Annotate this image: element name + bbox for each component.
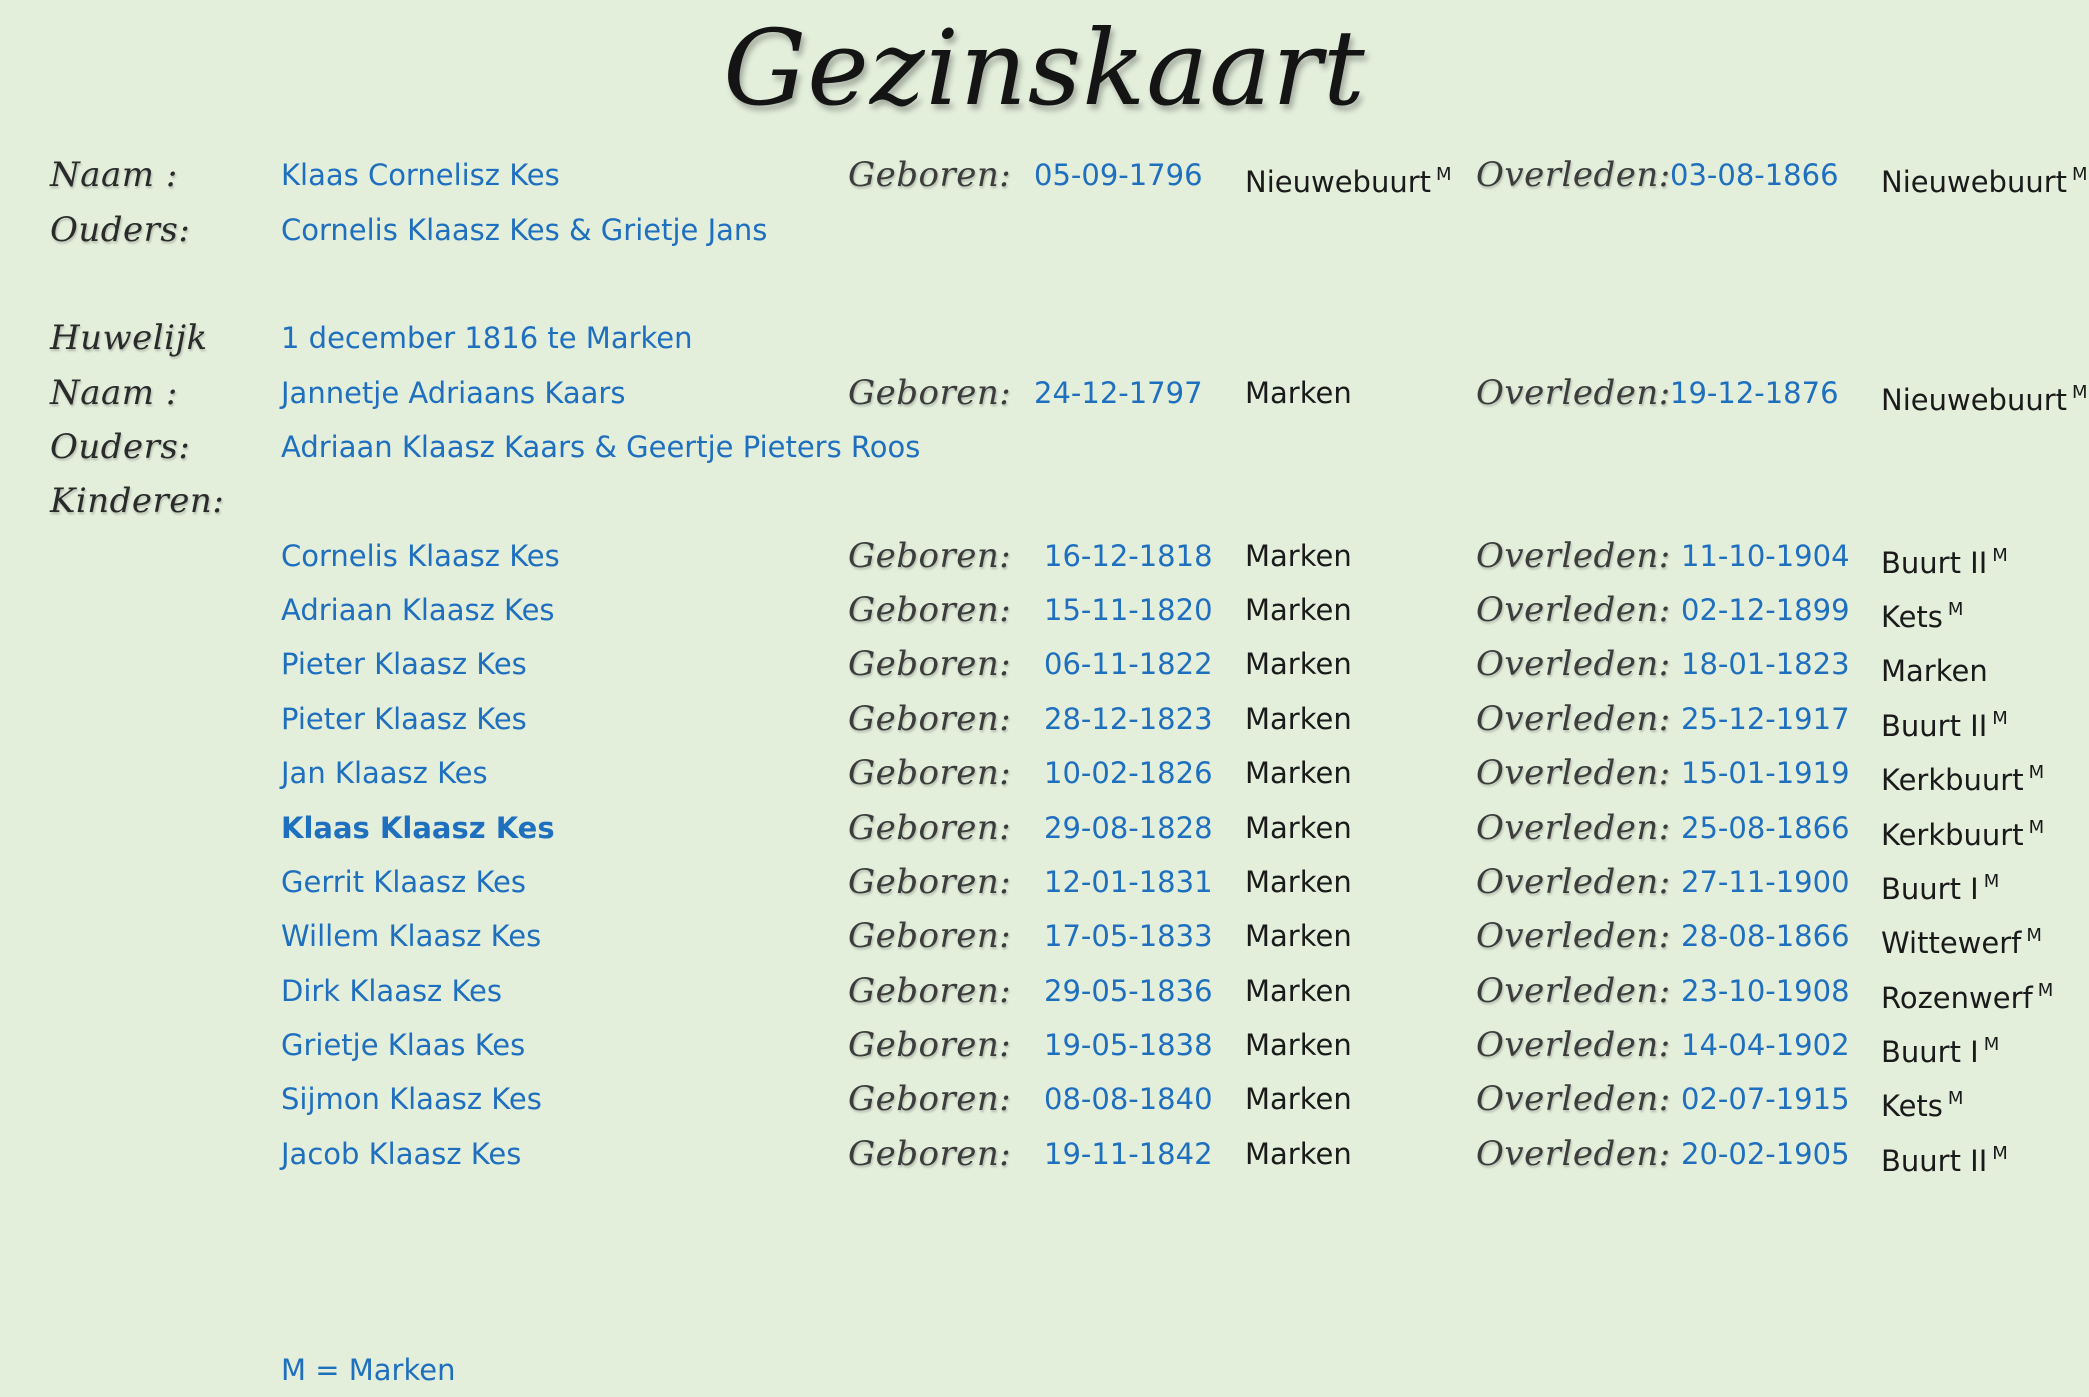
child-birth-place: Marken: [1245, 702, 1352, 736]
huwelijk-label: Huwelijk: [50, 318, 208, 358]
child-death-date: 14-04-1902: [1681, 1028, 1850, 1062]
child-birth-date: 12-01-1831: [1044, 865, 1213, 899]
overleden-label: Overleden:: [1476, 971, 1671, 1011]
legend-note: M = Marken: [281, 1353, 456, 1387]
child-death-place: Buurt I $^M$: [1881, 871, 2000, 906]
child-birth-place: Marken: [1245, 865, 1352, 899]
child-birth-place: Marken: [1245, 919, 1352, 953]
overleden-label: Overleden:: [1476, 1025, 1671, 1065]
child-name: Klaas Klaasz Kes: [281, 811, 555, 845]
geboren-label: Geboren:: [848, 1134, 1012, 1174]
child-death-date: 27-11-1900: [1681, 865, 1850, 899]
child-death-place: Kerkbuurt $^M$: [1881, 817, 2045, 852]
marken-mark: M: [2072, 382, 2088, 403]
overleden-label: Overleden:: [1476, 862, 1671, 902]
geboren-label: Geboren:: [848, 536, 1012, 576]
geboren-label: Geboren:: [848, 155, 1012, 195]
marken-mark: M: [1983, 871, 2000, 892]
child-row: [0, 909, 2089, 963]
child-row: [0, 1127, 2089, 1181]
husband-parents-row: [0, 203, 2089, 257]
child-birth-place: Marken: [1245, 1082, 1352, 1116]
child-name: Pieter Klaasz Kes: [281, 702, 527, 736]
marriage-text: 1 december 1816 te Marken: [281, 321, 693, 355]
child-row: [0, 964, 2089, 1018]
naam-label: Naam :: [50, 373, 178, 413]
child-death-place: Buurt I $^M$: [1881, 1034, 2000, 1069]
wife-name: Jannetje Adriaans Kaars: [281, 376, 626, 410]
marken-mark: M: [1947, 1088, 1964, 1109]
husband-parents: Cornelis Klaasz Kes & Grietje Jans: [281, 213, 768, 247]
marken-mark: M: [1992, 708, 2008, 729]
child-death-place: Marken: [1881, 654, 1988, 688]
husband-birth-place: Nieuwebuurt $^M$: [1245, 164, 1452, 199]
geboren-label: Geboren:: [848, 971, 1012, 1011]
child-death-date: 18-01-1823: [1681, 647, 1850, 681]
marken-mark: M: [2028, 762, 2045, 783]
wife-row: [0, 366, 2089, 420]
husband-row: [0, 148, 2089, 202]
child-birth-date: 29-05-1836: [1044, 974, 1213, 1008]
child-birth-place: Marken: [1245, 1137, 1352, 1171]
child-name: Dirk Klaasz Kes: [281, 974, 503, 1008]
geboren-label: Geboren:: [848, 644, 1012, 684]
page-title: Gezinskaart: [723, 7, 1366, 129]
child-birth-place: Marken: [1245, 647, 1352, 681]
husband-death-place: Nieuwebuurt $^M$: [1881, 164, 2088, 199]
child-death-place: Rozenwerf $^M$: [1881, 980, 2054, 1015]
child-row: [0, 801, 2089, 855]
kinderen-row: [0, 474, 2089, 528]
wife-parents: Adriaan Klaasz Kaars & Geertje Pieters Roos: [281, 430, 921, 464]
child-name: Jacob Klaasz Kes: [281, 1137, 522, 1171]
husband-death-date: 03-08-1866: [1670, 158, 1839, 192]
wife-birth-date: 24-12-1797: [1034, 376, 1203, 410]
child-name: Gerrit Klaasz Kes: [281, 865, 526, 899]
wife-death-place: Nieuwebuurt $^M$: [1881, 382, 2088, 417]
overleden-label: Overleden:: [1476, 536, 1671, 576]
wife-parents-row: [0, 420, 2089, 474]
overleden-label: Overleden:: [1476, 916, 1671, 956]
child-death-place: Buurt II $^M$: [1881, 1143, 2008, 1178]
child-row: [0, 583, 2089, 637]
child-birth-date: 16-12-1818: [1044, 539, 1213, 573]
geboren-label: Geboren:: [848, 916, 1012, 956]
child-birth-place: Marken: [1245, 539, 1352, 573]
overleden-label: Overleden:: [1476, 699, 1671, 739]
child-birth-date: 15-11-1820: [1044, 593, 1213, 627]
geboren-label: Geboren:: [848, 699, 1012, 739]
child-death-date: 15-01-1919: [1681, 756, 1850, 790]
child-death-date: 25-08-1866: [1681, 811, 1850, 845]
marken-mark: M: [1992, 545, 2008, 566]
child-birth-date: 29-08-1828: [1044, 811, 1213, 845]
wife-death-date: 19-12-1876: [1670, 376, 1839, 410]
child-name: Grietje Klaas Kes: [281, 1028, 526, 1062]
child-row: [0, 1018, 2089, 1072]
child-death-date: 11-10-1904: [1681, 539, 1850, 573]
ouders-label: Ouders:: [50, 427, 191, 467]
child-name: Adriaan Klaasz Kes: [281, 593, 555, 627]
child-death-date: 20-02-1905: [1681, 1137, 1850, 1171]
kinderen-label: Kinderen:: [50, 481, 225, 521]
marken-mark: M: [1983, 1034, 2000, 1055]
overleden-label: Overleden:: [1476, 644, 1671, 684]
overleden-label: Overleden:: [1476, 1079, 1671, 1119]
marriage-row: [0, 311, 2089, 365]
geboren-label: Geboren:: [848, 1079, 1012, 1119]
child-birth-date: 28-12-1823: [1044, 702, 1213, 736]
child-row: [0, 637, 2089, 691]
child-birth-date: 10-02-1826: [1044, 756, 1213, 790]
marken-mark: M: [2026, 925, 2042, 946]
child-birth-place: Marken: [1245, 974, 1352, 1008]
child-birth-place: Marken: [1245, 1028, 1352, 1062]
child-death-date: 02-07-1915: [1681, 1082, 1850, 1116]
marken-mark: M: [1992, 1143, 2008, 1164]
child-name: Jan Klaasz Kes: [281, 756, 488, 790]
child-name: Sijmon Klaasz Kes: [281, 1082, 542, 1116]
child-death-date: 02-12-1899: [1681, 593, 1850, 627]
overleden-label: Overleden:: [1476, 753, 1671, 793]
child-birth-date: 06-11-1822: [1044, 647, 1213, 681]
child-row: [0, 746, 2089, 800]
child-death-place: Kerkbuurt $^M$: [1881, 762, 2045, 797]
overleden-label: Overleden:: [1476, 1134, 1671, 1174]
geboren-label: Geboren:: [848, 1025, 1012, 1065]
child-row: [0, 692, 2089, 746]
naam-label: Naam :: [50, 155, 178, 195]
child-row: [0, 1072, 2089, 1126]
child-death-place: Kets $^M$: [1881, 599, 1964, 634]
marken-mark: M: [1947, 599, 1964, 620]
ouders-label: Ouders:: [50, 210, 191, 250]
child-death-place: Buurt II $^M$: [1881, 708, 2008, 743]
child-birth-date: 19-11-1842: [1044, 1137, 1213, 1171]
child-birth-date: 19-05-1838: [1044, 1028, 1213, 1062]
child-death-place: Kets $^M$: [1881, 1088, 1964, 1123]
child-birth-place: Marken: [1245, 811, 1352, 845]
child-death-place: Wittewerf $^M$: [1881, 925, 2042, 960]
geboren-label: Geboren:: [848, 753, 1012, 793]
child-birth-place: Marken: [1245, 593, 1352, 627]
geboren-label: Geboren:: [848, 862, 1012, 902]
marken-mark: M: [2028, 817, 2045, 838]
husband-name: Klaas Cornelisz Kes: [281, 158, 560, 192]
overleden-label: Overleden:: [1476, 808, 1671, 848]
husband-birth-date: 05-09-1796: [1034, 158, 1203, 192]
marken-mark: M: [1436, 164, 1452, 185]
marken-mark: M: [2072, 164, 2088, 185]
child-name: Pieter Klaasz Kes: [281, 647, 527, 681]
child-name: Willem Klaasz Kes: [281, 919, 542, 953]
child-row: [0, 855, 2089, 909]
child-name: Cornelis Klaasz Kes: [281, 539, 560, 573]
child-death-date: 25-12-1917: [1681, 702, 1850, 736]
child-row: [0, 529, 2089, 583]
geboren-label: Geboren:: [848, 373, 1012, 413]
geboren-label: Geboren:: [848, 590, 1012, 630]
child-birth-date: 17-05-1833: [1044, 919, 1213, 953]
marken-mark: M: [2037, 980, 2054, 1001]
child-death-place: Buurt II $^M$: [1881, 545, 2008, 580]
geboren-label: Geboren:: [848, 808, 1012, 848]
child-birth-place: Marken: [1245, 756, 1352, 790]
overleden-label: Overleden:: [1476, 373, 1671, 413]
child-death-date: 28-08-1866: [1681, 919, 1850, 953]
child-birth-date: 08-08-1840: [1044, 1082, 1213, 1116]
overleden-label: Overleden:: [1476, 590, 1671, 630]
wife-birth-place: Marken: [1245, 376, 1352, 410]
child-death-date: 23-10-1908: [1681, 974, 1850, 1008]
overleden-label: Overleden:: [1476, 155, 1671, 195]
